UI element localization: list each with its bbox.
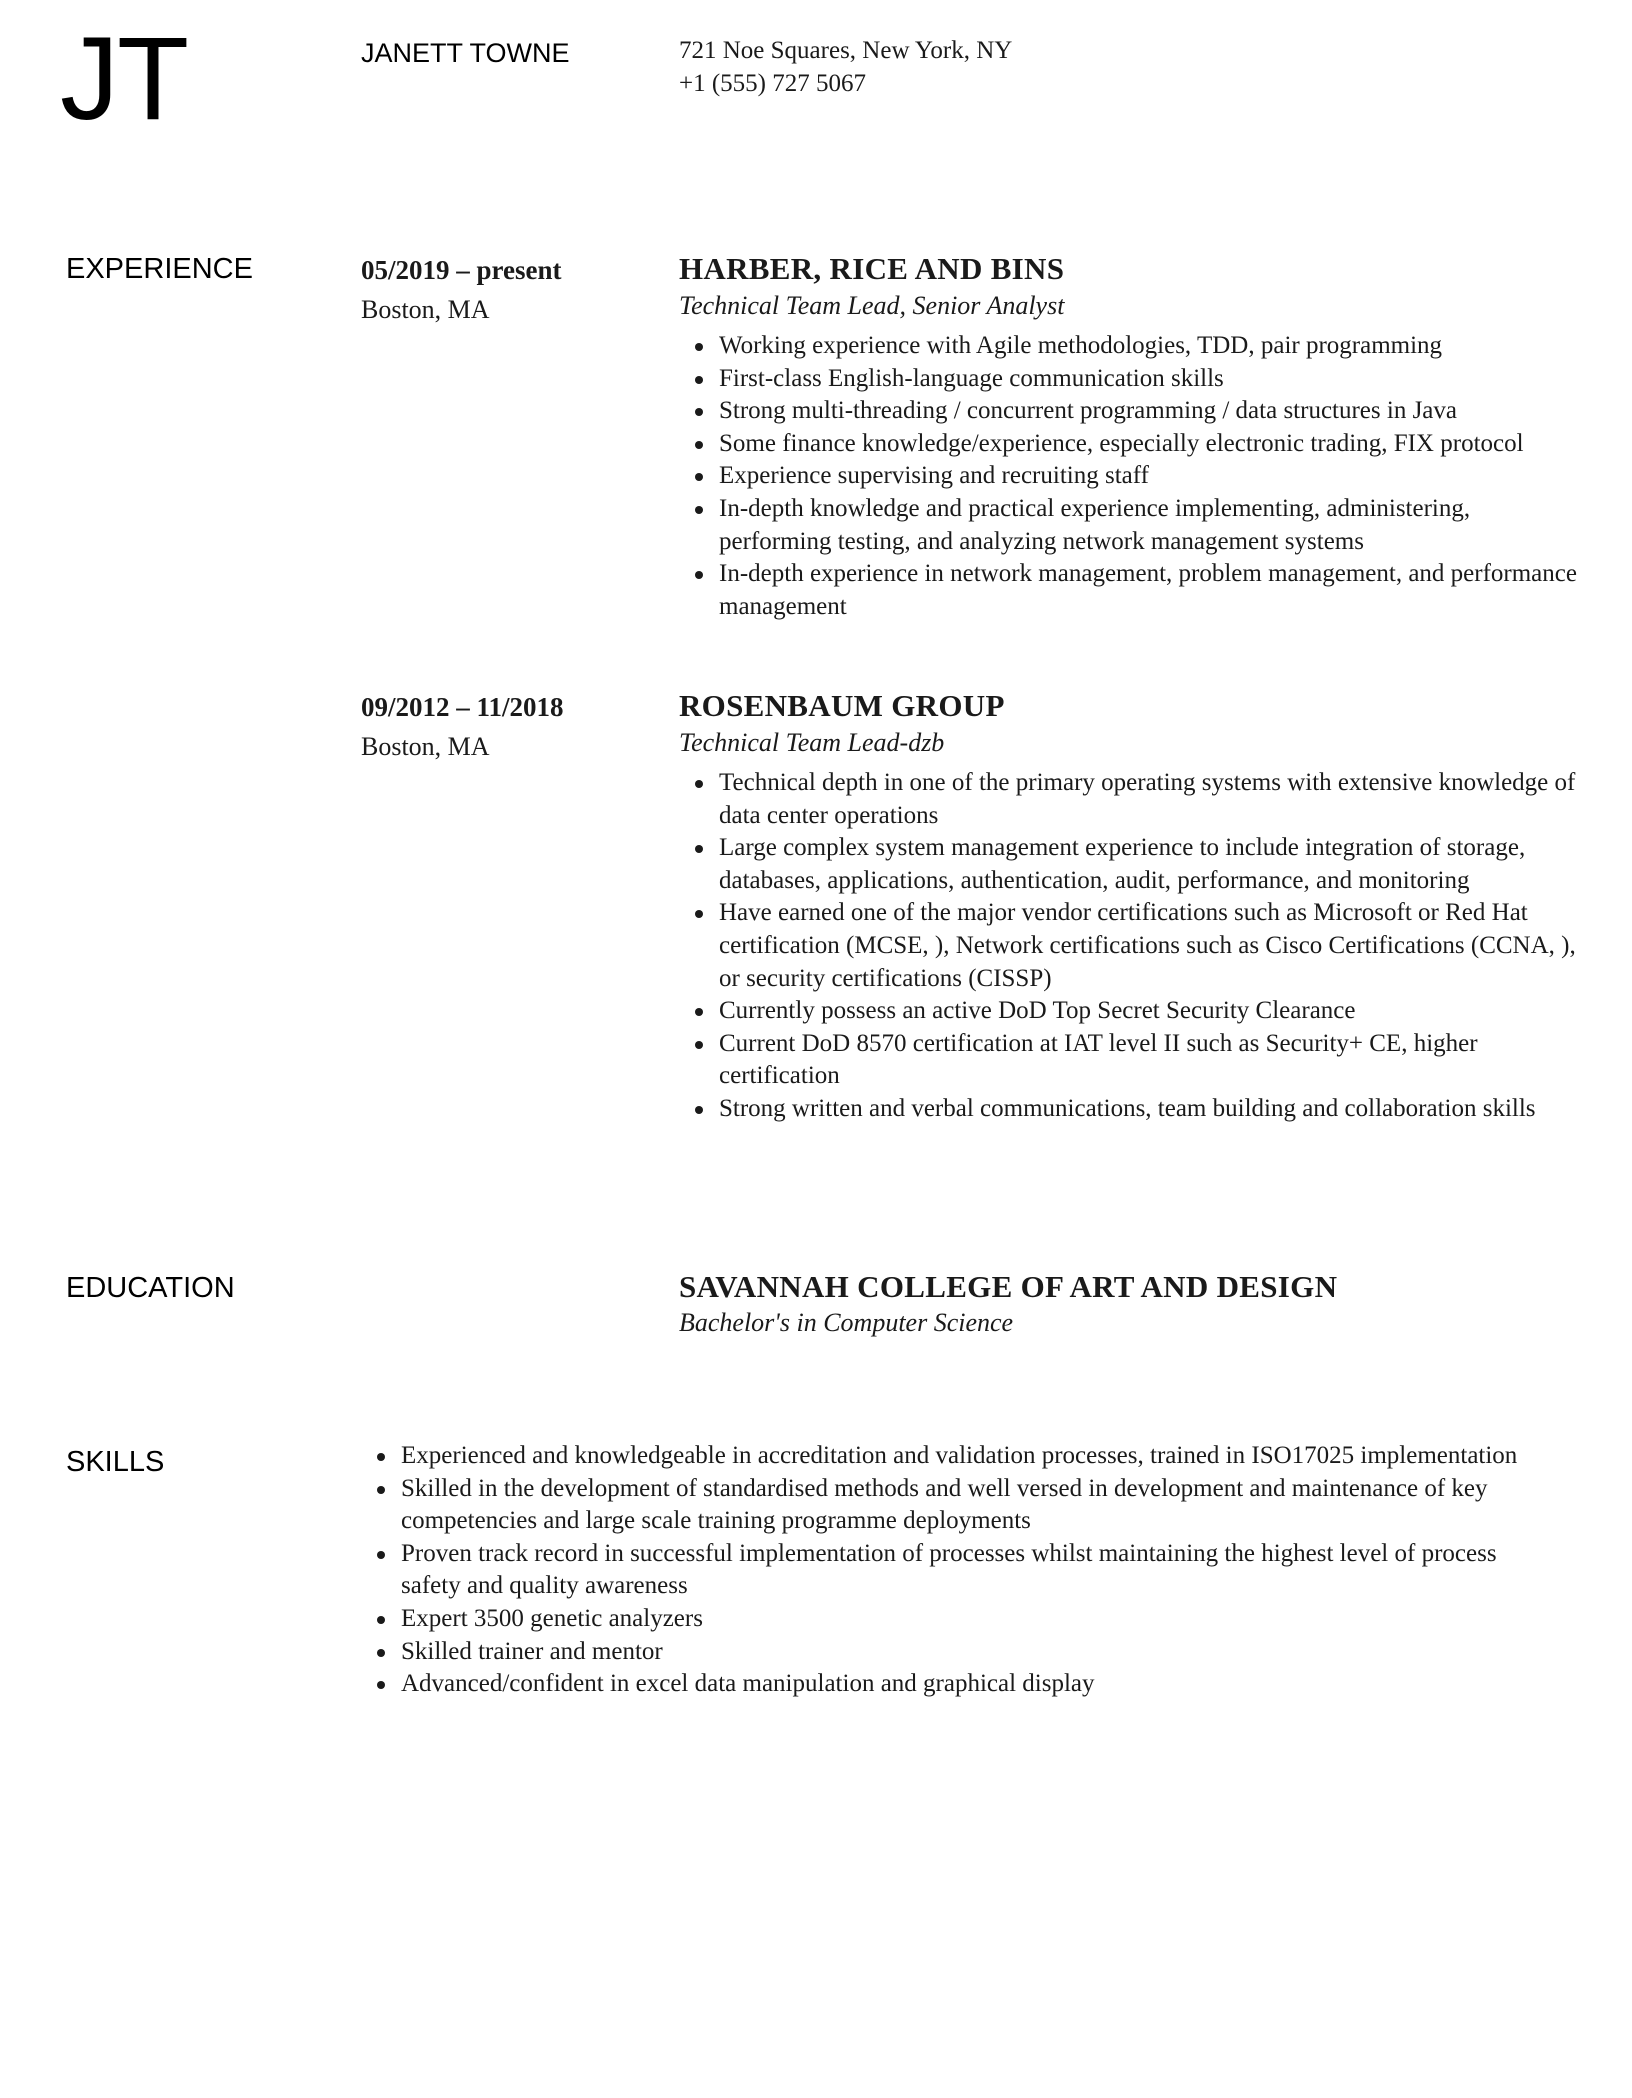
list-item: Strong multi-threading / concurrent programming / data structures in Java — [679, 395, 1579, 428]
skills-list — [361, 1440, 1561, 1701]
school-name: SAVANNAH COLLEGE OF ART AND DESIGN — [679, 1269, 1338, 1304]
job-location: Boston, MA — [361, 295, 490, 324]
list-item: Have earned one of the major vendor certifications such as Microsoft or Red Hat certification (MCSE, ), Network certifications such as Cisco Certifications (CCNA, ), or security certifications (CISSP) — [679, 897, 1579, 995]
job-responsibilities — [679, 330, 1579, 623]
job-dates: 05/2019 – present — [361, 255, 562, 285]
list-item: Proven track record in successful implementation of processes whilst maintaining the highest level of process safety and quality awareness — [361, 1538, 1561, 1603]
list-item: Skilled trainer and mentor — [361, 1636, 1561, 1669]
contact-info — [679, 34, 1012, 100]
list-item: Current DoD 8570 certification at IAT level II such as Security+ CE, higher certification — [679, 1028, 1579, 1093]
section-heading-education: EDUCATION — [66, 1272, 235, 1304]
job-location: Boston, MA — [361, 732, 490, 761]
list-item: Experience supervising and recruiting staff — [679, 460, 1579, 493]
job-role: Technical Team Lead-dzb — [679, 728, 945, 757]
job-role: Technical Team Lead, Senior Analyst — [679, 291, 1065, 320]
list-item: First-class English-language communication skills — [679, 363, 1579, 396]
list-item: Expert 3500 genetic analyzers — [361, 1603, 1561, 1636]
job-responsibilities — [679, 767, 1579, 1126]
degree: Bachelor's in Computer Science — [679, 1308, 1014, 1337]
monogram: JT — [60, 13, 188, 145]
list-item: In-depth experience in network management, problem management, and performance management — [679, 558, 1579, 623]
candidate-name: JANETT TOWNE — [361, 38, 570, 68]
list-item: Large complex system management experience to include integration of storage, databases, applications, authentication, audit, performance, and monitoring — [679, 832, 1579, 897]
list-item: Experienced and knowledgeable in accreditation and validation processes, trained in ISO17025 implementation — [361, 1440, 1561, 1473]
company-name: ROSENBAUM GROUP — [679, 688, 1005, 723]
list-item: Skilled in the development of standardised methods and well versed in development and maintenance of key competencies and large scale training programme deployments — [361, 1473, 1561, 1538]
address: 721 Noe Squares, New York, NY — [679, 37, 1013, 64]
list-item: Technical depth in one of the primary operating systems with extensive knowledge of data center operations — [679, 767, 1579, 832]
list-item: Advanced/confident in excel data manipulation and graphical display — [361, 1668, 1561, 1701]
company-name: HARBER, RICE AND BINS — [679, 251, 1065, 286]
list-item: Strong written and verbal communications, team building and collaboration skills — [679, 1093, 1579, 1126]
list-item: Some finance knowledge/experience, especially electronic trading, FIX protocol — [679, 428, 1579, 461]
phone: +1 (555) 727 5067 — [679, 70, 866, 97]
list-item: Currently possess an active DoD Top Secret Security Clearance — [679, 995, 1579, 1028]
list-item: Working experience with Agile methodologies, TDD, pair programming — [679, 330, 1579, 363]
section-heading-skills: SKILLS — [66, 1446, 165, 1478]
list-item: In-depth knowledge and practical experience implementing, administering, performing testing, and analyzing network management systems — [679, 493, 1579, 558]
job-dates: 09/2012 – 11/2018 — [361, 692, 564, 722]
section-heading-experience: EXPERIENCE — [66, 253, 253, 285]
